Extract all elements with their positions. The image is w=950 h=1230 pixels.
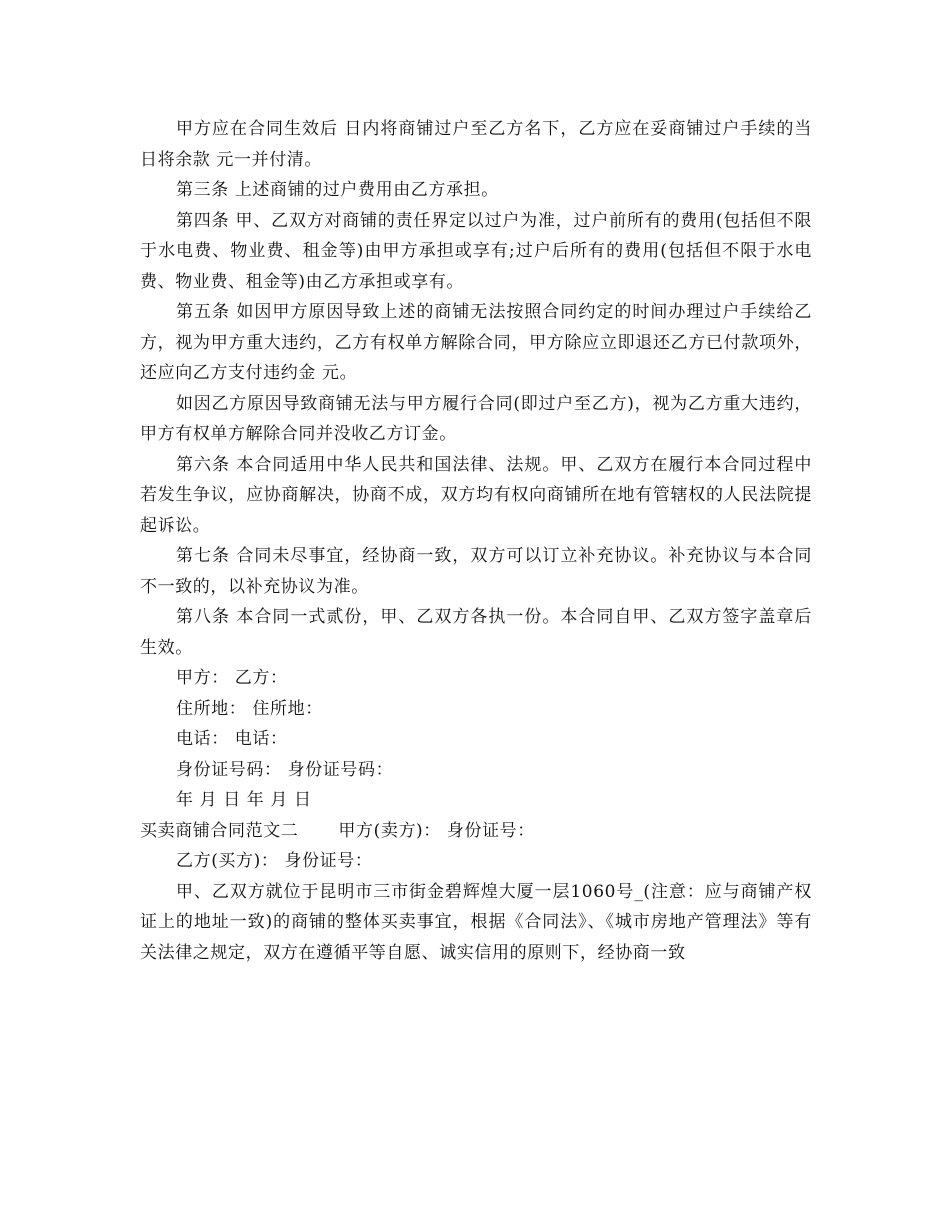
document-body (140, 114, 812, 968)
paragraph-article-7: 第七条 合同未尽事宜，经协商一致，双方可以订立补充协议。补充协议与本合同不一致的，以补充协议为准。 (140, 546, 812, 597)
paragraph-article-3: 第三条 上述商铺的过户费用由乙方承担。 (176, 180, 499, 200)
signature-phone-line: 电话： 电话： (176, 729, 288, 749)
paragraph-party-b-breach: 如因乙方原因导致商铺无法与甲方履行合同(即过户至乙方)，视为乙方重大违约，甲方有权单方解除合同并没收乙方订金。 (140, 393, 812, 444)
contract-two-title: 买卖商铺合同范文二 (140, 820, 299, 841)
paragraph-article-8: 第八条 本合同一式贰份，甲、乙双方各执一份。本合同自甲、乙双方签字盖章后生效。 (140, 607, 812, 658)
contract-two-intro-paragraph: 甲、乙双方就位于昆明市三市街金碧辉煌大厦一层1060号_(注意：应与商铺产权证上的地址一致)的商铺的整体买卖事宜，根据《合同法》、《城市房地产管理法》等有关法律之规定，双方在遵循平等自愿、诚实信用的原则下，经协商一致 (140, 881, 812, 963)
contract-two-party-a: 甲方(卖方)： 身份证号： (338, 820, 535, 841)
contract-two-party-b: 乙方(买方)： 身份证号： (176, 851, 373, 871)
signature-parties-line: 甲方： 乙方： (176, 668, 288, 688)
paragraph-article-5: 第五条 如因甲方原因导致上述的商铺无法按照合同约定的时间办理过户手续给乙方，视为甲方重大违约，乙方有权单方解除合同，甲方除应立即退还乙方已付款项外，还应向乙方支付违约金 元。 (140, 302, 812, 383)
signature-id-line: 身份证号码： 身份证号码： (176, 759, 394, 780)
paragraph-article-4: 第四条 甲、乙双方对商铺的责任界定以过户为准，过户前所有的费用(包括但不限于水电费、物业费、租金等)由甲方承担或享有;过户后所有的费用(包括但不限于水电费、物业费、租金等)由乙方承担或享有。 (140, 210, 812, 292)
signature-date-line: 年 月 日 年 月 日 (176, 790, 312, 810)
paragraph-transfer-deadline: 甲方应在合同生效后 日内将商铺过户至乙方名下，乙方应在妥商铺过户手续的当日将余款 元一并付清。 (140, 119, 812, 170)
signature-address-line: 住所地： 住所地： (176, 698, 323, 719)
contract-two-heading-line (140, 816, 812, 847)
paragraph-article-6: 第六条 本合同适用中华人民共和国法律、法规。甲、乙双方在履行本合同过程中若发生争议，应协商解决，协商不成，双方均有权向商铺所在地有管辖权的人民法院提起诉讼。 (140, 454, 812, 536)
